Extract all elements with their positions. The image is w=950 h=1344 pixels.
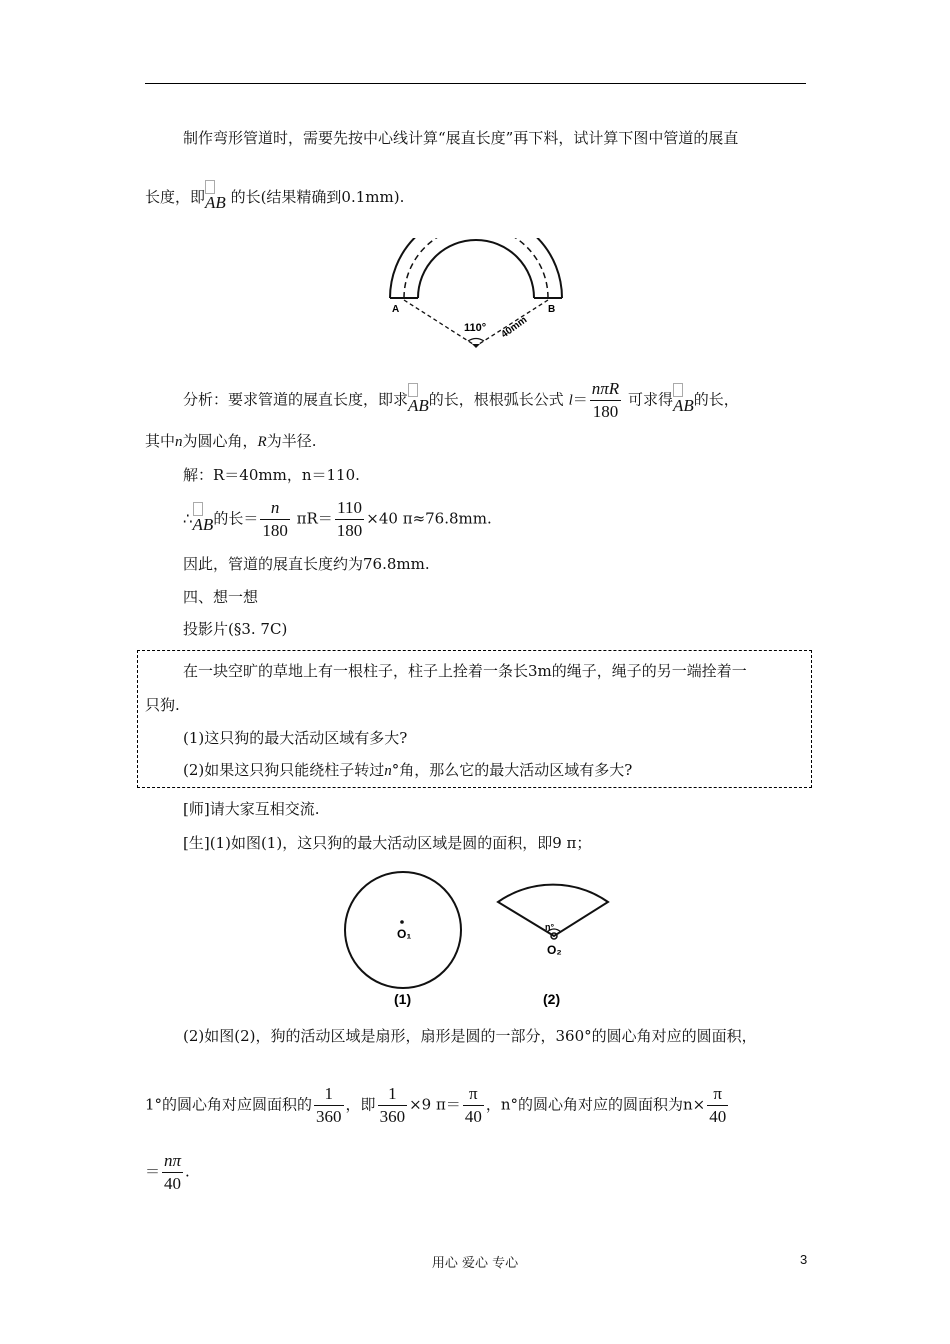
teacher-line: [师]请大家互相交流. — [183, 800, 320, 818]
radius-40mm: 40mm — [499, 314, 530, 341]
arc-ab-symbol: AB — [408, 383, 429, 417]
problem-question-1: (1)这只狗的最大活动区域有多大? — [183, 729, 408, 747]
problem-question-2: (2)如果这只狗只能绕柱子转过n°角，那么它的最大活动区域有多大? — [183, 761, 633, 779]
explanation-line-3: ＝ $\frac{n\pi}{40}$ . — [145, 1151, 190, 1193]
arc-length-formula: $\frac{\text{nπR}}{180}$ — [591, 379, 620, 421]
section-heading: 四、想一想 — [183, 588, 259, 606]
student-line: [生](1)如图(1)，这只狗的最大活动区域是圆的面积，即9 π； — [183, 834, 592, 852]
intro-line-1: 制作弯形管道时，需要先按中心线计算“展直长度”再下料，试计算下图中管道的展直 — [183, 129, 739, 147]
footer-slogan: 用心 爱心 专心 — [431, 1256, 519, 1271]
analysis-line-2: 其中n为圆心角，R为半径. — [145, 432, 317, 450]
caption-1: (1) — [394, 991, 412, 1007]
solution-conclusion: 因此，管道的展直长度约为76.8mm. — [183, 555, 430, 573]
arc-ab-symbol: AB — [673, 383, 694, 417]
pipe-figure — [380, 238, 580, 358]
arc-ab-symbol: AB — [205, 180, 226, 214]
sector-angle-n: n° — [545, 922, 555, 932]
header-rule — [145, 83, 806, 84]
label-b: B — [548, 304, 556, 315]
problem-line-2: 只狗. — [145, 696, 180, 714]
solution-line-2: ∴ AB的长＝ $\frac{n}{180}$ πR＝ $\frac{110}{180}$ ×40 π≈76.8mm. — [183, 498, 492, 540]
center-o1: O₁ — [397, 927, 412, 941]
explanation-line-1: (2)如图(2)，狗的活动区域是扇形，扇形是圆的一部分，360°的圆心角对应的圆面积， — [183, 1027, 757, 1045]
projection-label: 投影片(§3. 7C) — [183, 620, 288, 638]
explanation-line-2: 1°的圆心角对应圆面积的 $\frac{1}{360}$ ，即 $\frac{1}{360}$ ×9 π＝ $\frac{\pi}{40}$ ，n°的圆心角对应的圆面积为n× $\frac{\pi}{40}$ — [145, 1084, 727, 1126]
circle-sector-figure — [340, 868, 620, 1018]
label-a: A — [392, 304, 400, 315]
center-o2: O₂ — [547, 943, 562, 957]
arc-ab-symbol: AB — [193, 502, 214, 536]
caption-2: (2) — [543, 991, 561, 1007]
intro-line-2: 长度，即 AB 的长(结果精确到0.1mm). — [145, 180, 404, 214]
solution-line-1: 解：R＝40mm，n＝110. — [183, 466, 360, 484]
analysis-line-1: 分析：要求管道的展直长度，即求 AB的长，根根弧长公式 l＝ $\frac{\text{nπR}}{180}$ 可求得 AB的长， — [183, 379, 739, 421]
angle-110: 110° — [464, 322, 487, 334]
problem-line-1: 在一块空旷的草地上有一根柱子，柱子上拴着一条长3m的绳子，绳子的另一端拴着一 — [183, 662, 747, 680]
page-number: 3 — [800, 1252, 808, 1267]
